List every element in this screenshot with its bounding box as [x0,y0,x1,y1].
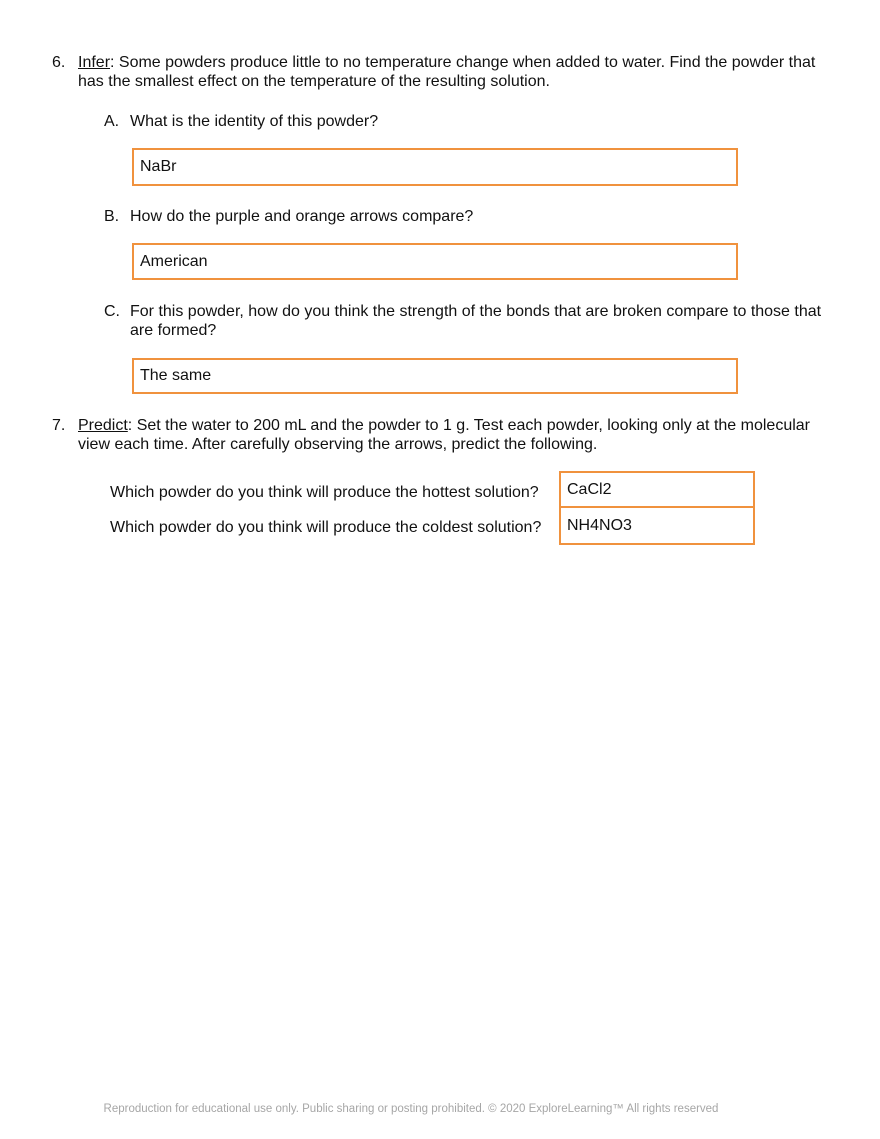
answer-text: The same [140,367,212,385]
answer-cell-coldest[interactable] [561,508,753,543]
prediction-question: Which powder do you think will produce the hottest solution? [110,484,539,501]
answer-cell-hottest[interactable] [561,473,753,508]
question-text: : Some powders produce little to no temperature change when added to water. Find the powder that [110,54,816,71]
question-keyword: Infer [78,54,111,71]
part-question: What is the identity of this powder? [130,113,379,130]
answer-box-c[interactable] [132,358,738,394]
part-letter: C. [104,303,120,320]
prediction-question: Which powder do you think will produce the coldest solution? [110,519,542,536]
question-number: 7. [52,417,66,434]
part-question: How do the purple and orange arrows compare? [130,208,474,225]
question-text-line: has the smallest effect on the temperature of the resulting solution. [78,73,550,90]
answer-text: NaBr [140,158,177,176]
answer-text: NH4NO3 [567,516,632,534]
prediction-answer-table [559,471,755,545]
part-letter: A. [104,113,120,130]
answer-box-b[interactable] [132,243,738,280]
question-keyword: Predict [78,417,128,434]
answer-text: CaCl2 [567,480,612,498]
part-question: are formed? [130,322,217,339]
part-letter: B. [104,208,120,225]
answer-text: American [140,252,208,270]
question-number: 6. [52,54,66,71]
answer-box-a[interactable] [132,148,738,186]
question-text-line [78,53,818,73]
part-question: For this powder, how do you think the strength of the bonds that are broken compare to those that [130,303,822,320]
question-text-line [78,416,818,436]
footer-copyright: Reproduction for educational use only. Public sharing or posting prohibited. © 2020 ExploreLearning™ All rights reserved [103,1103,719,1115]
question-text: : Set the water to 200 mL and the powder to 1 g. Test each powder, looking only at the molecular [127,417,810,434]
question-text-line: view each time. After carefully observing the arrows, predict the following. [78,436,598,453]
